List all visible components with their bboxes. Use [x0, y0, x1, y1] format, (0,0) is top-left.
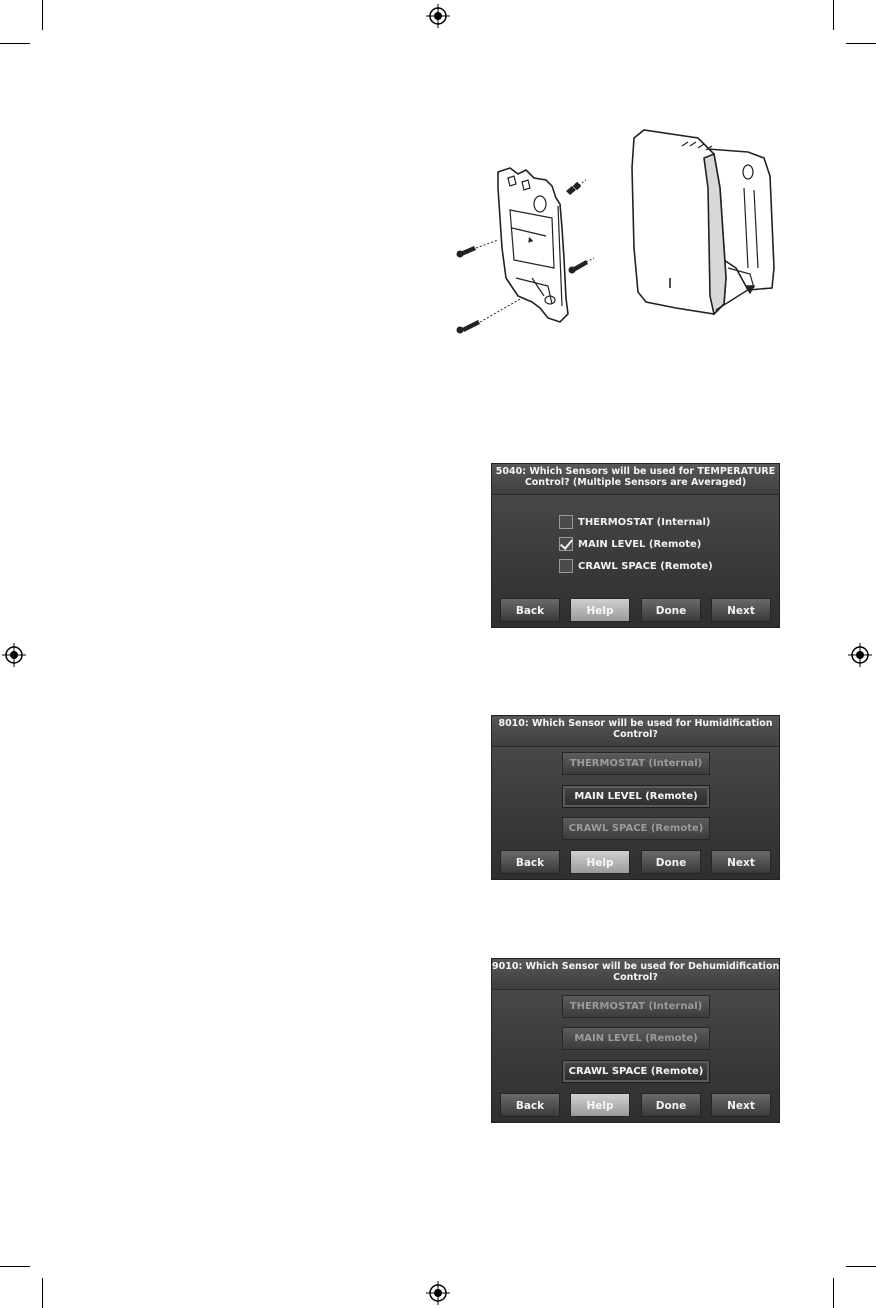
option-crawl-space-remote[interactable]	[559, 558, 713, 574]
crop-mark	[42, 1278, 43, 1308]
crop-mark	[833, 1278, 834, 1308]
header-line: 9010: Which Sensor will be used for Dehumidification	[492, 961, 780, 972]
header-line: Control?	[613, 972, 658, 983]
checkbox-checked-icon[interactable]	[559, 537, 573, 551]
checkbox[interactable]	[559, 559, 573, 573]
header-line: Control?	[613, 729, 658, 740]
screen-header	[492, 959, 779, 990]
screw-icon	[457, 246, 477, 258]
thermostat-screen-humidification	[491, 715, 780, 880]
crop-mark	[846, 43, 876, 44]
thermostat-screen-dehumidification	[491, 958, 780, 1123]
next-button[interactable]: Next	[711, 598, 771, 622]
crop-mark	[0, 43, 30, 44]
screw-icon	[569, 260, 589, 274]
header-line: 5040: Which Sensors will be used for TEMPERATURE	[495, 466, 776, 477]
crop-mark	[833, 0, 834, 30]
registration-mark-icon	[426, 4, 450, 28]
option-main-level-remote[interactable]	[559, 536, 701, 552]
option-crawl-space-remote[interactable]: CRAWL SPACE (Remote)	[562, 1060, 710, 1083]
screen-header	[492, 464, 779, 495]
registration-mark-icon	[2, 643, 26, 667]
header-line: 8010: Which Sensor will be used for Humidification	[498, 718, 773, 729]
crop-mark	[846, 1266, 876, 1267]
wall-plate	[498, 168, 568, 322]
sensor-mounting-illustration	[448, 128, 788, 353]
next-button[interactable]: Next	[711, 850, 771, 874]
thermostat-screen-temperature	[491, 463, 780, 628]
option-thermostat-internal[interactable]	[559, 514, 710, 530]
option-label: CRAWL SPACE (Remote)	[578, 560, 713, 572]
help-button[interactable]: Help	[570, 1093, 630, 1117]
crop-mark	[42, 0, 43, 30]
screw-icon	[566, 182, 581, 195]
option-crawl-space-remote[interactable]: CRAWL SPACE (Remote)	[562, 817, 710, 840]
header-line: Control? (Multiple Sensors are Averaged)	[524, 477, 747, 488]
option-thermostat-internal[interactable]: THERMOSTAT (Internal)	[562, 752, 710, 775]
crop-mark	[0, 1266, 30, 1267]
svg-text:▲: ▲	[525, 234, 534, 244]
option-label: MAIN LEVEL (Remote)	[578, 538, 702, 550]
done-button[interactable]: Done	[641, 598, 701, 622]
help-button[interactable]: Help	[570, 850, 630, 874]
help-button[interactable]: Help	[570, 598, 630, 622]
screen-header	[492, 716, 779, 747]
back-button[interactable]: Back	[500, 598, 560, 622]
option-thermostat-internal[interactable]: THERMOSTAT (Internal)	[562, 995, 710, 1018]
option-main-level-remote[interactable]: MAIN LEVEL (Remote)	[562, 785, 710, 808]
registration-mark-icon	[426, 1281, 450, 1305]
screw-icon	[457, 320, 481, 334]
registration-mark-icon	[848, 643, 872, 667]
next-button[interactable]: Next	[711, 1093, 771, 1117]
option-label: THERMOSTAT (Internal)	[578, 516, 711, 528]
checkbox[interactable]	[559, 515, 573, 529]
done-button[interactable]: Done	[641, 850, 701, 874]
back-button[interactable]: Back	[500, 1093, 560, 1117]
done-button[interactable]: Done	[641, 1093, 701, 1117]
back-button[interactable]: Back	[500, 850, 560, 874]
option-main-level-remote[interactable]: MAIN LEVEL (Remote)	[562, 1027, 710, 1050]
